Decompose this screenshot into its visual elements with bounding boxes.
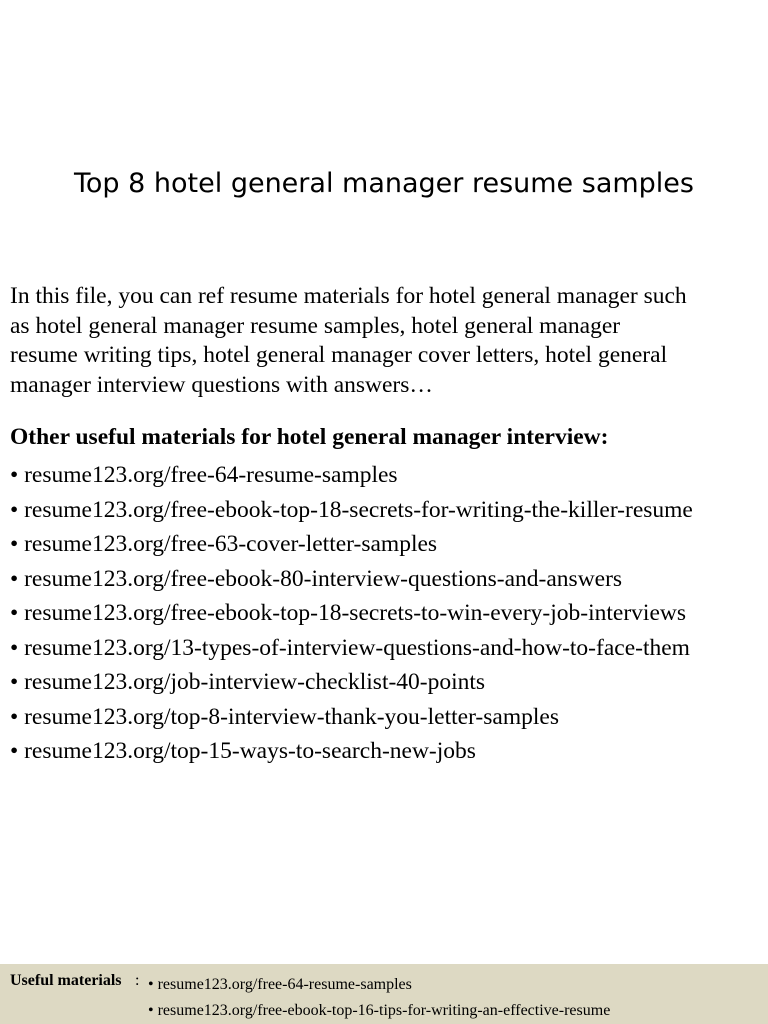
- footer-label: Useful materials: [10, 972, 122, 989]
- resource-link[interactable]: • resume123.org/top-8-interview-thank-you-letter-samples: [10, 703, 559, 730]
- resource-link[interactable]: • resume123.org/13-types-of-interview-questions-and-how-to-face-them: [10, 634, 690, 661]
- footer-link-list: [148, 972, 610, 1024]
- resource-link[interactable]: • resume123.org/free-63-cover-letter-samples: [10, 531, 438, 557]
- resource-link[interactable]: • resume123.org/job-interview-checklist-40-points: [10, 669, 486, 695]
- resource-link[interactable]: • resume123.org/free-64-resume-samples: [10, 462, 398, 488]
- section-heading: Other useful materials for hotel general manager interview:: [10, 424, 609, 450]
- resource-link-list: [10, 458, 693, 769]
- footer-link[interactable]: • resume123.org/free-ebook-top-16-tips-for-writing-an-effective-resume: [148, 1002, 611, 1019]
- resource-link[interactable]: • resume123.org/free-ebook-80-interview-questions-and-answers: [10, 565, 623, 592]
- resource-link[interactable]: • resume123.org/top-15-ways-to-search-new-jobs: [10, 738, 476, 764]
- footer-separator: :: [135, 972, 140, 989]
- page-title: Top 8 hotel general manager resume samples: [74, 168, 694, 199]
- footer-bar: [0, 964, 768, 1024]
- resource-link[interactable]: • resume123.org/free-ebook-top-18-secrets-to-win-every-job-interviews: [10, 600, 686, 626]
- footer-link[interactable]: • resume123.org/free-64-resume-samples: [148, 976, 412, 993]
- intro-paragraph: In this file, you can ref resume materials for hotel general manager such as hotel general manager resume samples, hotel general manager resume writing tips, hotel general manager cover letters, hotel general manager interview questions with answers…: [10, 283, 687, 398]
- resource-link[interactable]: • resume123.org/free-ebook-top-18-secrets-for-writing-the-killer-resume: [10, 496, 693, 523]
